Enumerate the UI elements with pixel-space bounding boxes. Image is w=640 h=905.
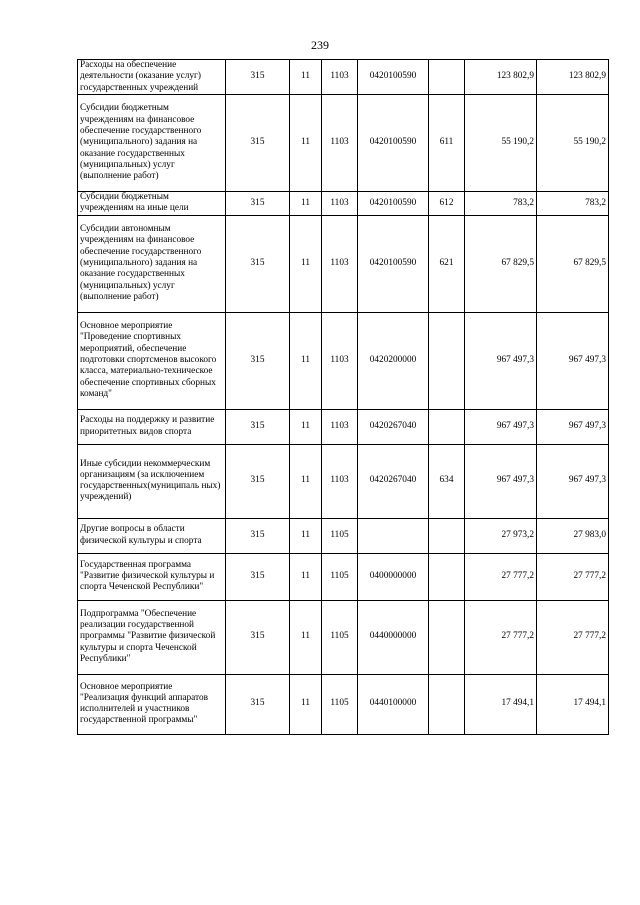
cell-amount-1: 27 777,2 (465, 553, 537, 600)
cell-amount-2: 27 777,2 (537, 600, 609, 674)
cell-amount-1: 967 497,3 (465, 444, 537, 518)
cell-expense-type: 621 (429, 215, 465, 312)
cell-name: Подпрограмма "Обеспечение реализации государственной программы "Развитие физической культуры и спорта Чеченской Республики" (78, 600, 226, 674)
cell-name: Расходы на поддержку и развитие приоритетных видов спорта (78, 409, 226, 444)
budget-table (77, 59, 609, 735)
cell-amount-2: 967 497,3 (537, 444, 609, 518)
cell-target (358, 518, 429, 553)
cell-amount-2: 783,2 (537, 192, 609, 216)
cell-target: 0440100000 (358, 674, 429, 734)
cell-amount-1: 17 494,1 (465, 674, 537, 734)
cell-subsection: 1103 (322, 312, 358, 409)
cell-ministry: 315 (226, 215, 290, 312)
cell-amount-1: 55 190,2 (465, 95, 537, 192)
cell-expense-type: 611 (429, 95, 465, 192)
table-row (78, 192, 609, 216)
cell-subsection: 1103 (322, 192, 358, 216)
cell-target: 0420267040 (358, 409, 429, 444)
table-row (78, 215, 609, 312)
cell-expense-type (429, 600, 465, 674)
cell-ministry: 315 (226, 674, 290, 734)
page-number: 239 (311, 38, 329, 52)
cell-section: 11 (290, 312, 322, 409)
cell-expense-type: 612 (429, 192, 465, 216)
cell-amount-1: 967 497,3 (465, 409, 537, 444)
cell-ministry: 315 (226, 518, 290, 553)
cell-amount-2: 67 829,5 (537, 215, 609, 312)
cell-target: 0420100590 (358, 60, 429, 95)
cell-amount-1: 123 802,9 (465, 60, 537, 95)
cell-amount-1: 27 777,2 (465, 600, 537, 674)
cell-section: 11 (290, 60, 322, 95)
cell-name: Основное мероприятие "Реализация функций аппаратов исполнителей и участников государственной программы" (78, 674, 226, 734)
cell-name: Другие вопросы в области физической культуры и спорта (78, 518, 226, 553)
cell-name: Расходы на обеспечение деятельности (оказание услуг) государственных учреждений (78, 60, 226, 95)
cell-expense-type (429, 312, 465, 409)
cell-target: 0440000000 (358, 600, 429, 674)
cell-subsection: 1105 (322, 518, 358, 553)
cell-amount-2: 55 190,2 (537, 95, 609, 192)
cell-amount-2: 967 497,3 (537, 409, 609, 444)
cell-ministry: 315 (226, 312, 290, 409)
cell-ministry: 315 (226, 95, 290, 192)
cell-target: 0420100590 (358, 215, 429, 312)
cell-target: 0400000000 (358, 553, 429, 600)
cell-subsection: 1103 (322, 409, 358, 444)
cell-name: Иные субсидии некоммерческим организациям (за исключением государственных(муниципаль ных) учреждений) (78, 444, 226, 518)
cell-name: Субсидии бюджетным учреждениям на финансовое обеспечение государственного (муниципального) задания на оказание государственных (муниципальных) услуг (выполнение работ) (78, 95, 226, 192)
cell-section: 11 (290, 444, 322, 518)
cell-section: 11 (290, 215, 322, 312)
cell-amount-1: 67 829,5 (465, 215, 537, 312)
cell-section: 11 (290, 192, 322, 216)
table-row (78, 553, 609, 600)
cell-target: 0420267040 (358, 444, 429, 518)
cell-expense-type (429, 674, 465, 734)
cell-section: 11 (290, 600, 322, 674)
table-row (78, 312, 609, 409)
cell-expense-type (429, 60, 465, 95)
cell-subsection: 1103 (322, 95, 358, 192)
cell-name: Субсидии бюджетным учреждениям на иные цели (78, 192, 226, 216)
cell-amount-2: 17 494,1 (537, 674, 609, 734)
cell-section: 11 (290, 674, 322, 734)
cell-ministry: 315 (226, 409, 290, 444)
cell-ministry: 315 (226, 444, 290, 518)
cell-subsection: 1105 (322, 553, 358, 600)
cell-ministry: 315 (226, 553, 290, 600)
cell-ministry: 315 (226, 192, 290, 216)
cell-amount-1: 27 973,2 (465, 518, 537, 553)
cell-section: 11 (290, 95, 322, 192)
cell-subsection: 1103 (322, 444, 358, 518)
cell-name: Государственная программа "Развитие физической культуры и спорта Чеченской Республики" (78, 553, 226, 600)
cell-ministry: 315 (226, 600, 290, 674)
cell-target: 0420200000 (358, 312, 429, 409)
table-row (78, 444, 609, 518)
table-body (78, 60, 609, 735)
cell-amount-2: 27 777,2 (537, 553, 609, 600)
table-row (78, 674, 609, 734)
cell-amount-2: 123 802,9 (537, 60, 609, 95)
table-row (78, 60, 609, 95)
cell-expense-type: 634 (429, 444, 465, 518)
cell-amount-2: 27 983,0 (537, 518, 609, 553)
cell-name: Основное мероприятие "Проведение спортивных мероприятий, обеспечение подготовки спортсменов высокого класса, материально-техническое обеспечение спортивных сборных команд" (78, 312, 226, 409)
cell-amount-2: 967 497,3 (537, 312, 609, 409)
cell-subsection: 1105 (322, 600, 358, 674)
table-row (78, 409, 609, 444)
cell-subsection: 1103 (322, 60, 358, 95)
cell-expense-type (429, 553, 465, 600)
cell-target: 0420100590 (358, 192, 429, 216)
table-row (78, 600, 609, 674)
cell-target: 0420100590 (358, 95, 429, 192)
cell-amount-1: 967 497,3 (465, 312, 537, 409)
cell-ministry: 315 (226, 60, 290, 95)
table-row (78, 518, 609, 553)
cell-amount-1: 783,2 (465, 192, 537, 216)
cell-name: Субсидии автономным учреждениям на финансовое обеспечение государственного (муниципального) задания на оказание государственных (муниципальных) услуг (выполнение работ) (78, 215, 226, 312)
cell-section: 11 (290, 409, 322, 444)
cell-expense-type (429, 409, 465, 444)
cell-subsection: 1105 (322, 674, 358, 734)
cell-subsection: 1103 (322, 215, 358, 312)
table-row (78, 95, 609, 192)
cell-expense-type (429, 518, 465, 553)
cell-section: 11 (290, 553, 322, 600)
cell-section: 11 (290, 518, 322, 553)
